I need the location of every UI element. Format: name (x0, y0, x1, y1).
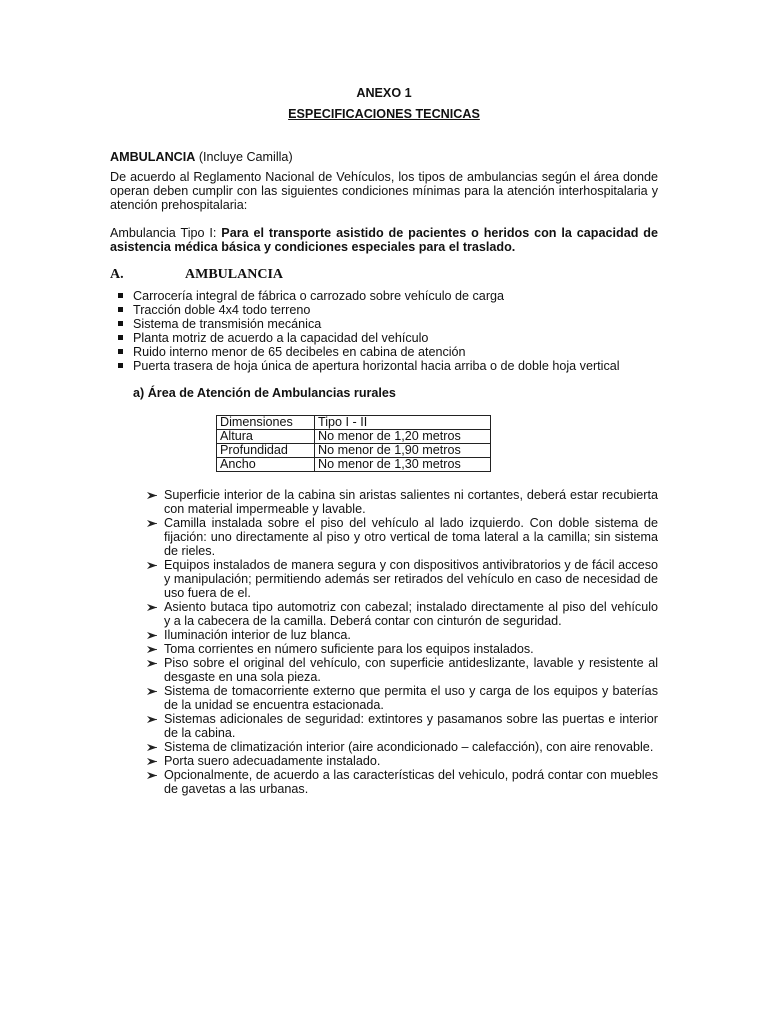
arrow-bullet-icon (146, 490, 158, 501)
square-bullet-icon (118, 321, 123, 326)
list-item (146, 628, 658, 642)
list-item (117, 345, 677, 359)
table-row (217, 458, 491, 472)
list-item (146, 600, 658, 628)
arrow-bullet-icon (146, 686, 158, 697)
arrow-bullet-icon (146, 714, 158, 725)
annex-title: ANEXO 1 (356, 86, 412, 100)
list-item (146, 558, 658, 600)
list-item (117, 303, 677, 317)
list-item-text: Camilla instalada sobre el piso del vehículo al lado izquierdo. Con doble sistema de fijación: uno directamente al piso y otro vertical de toma lateral a la camilla; sin sistema de rieles. (164, 516, 658, 558)
list-item-text: Sistema de climatización interior (aire acondicionado – calefacción), con aire renovable. (164, 740, 654, 754)
list-item-text: Porta suero adecuadamente instalado. (164, 754, 381, 768)
square-bullet-icon (118, 349, 123, 354)
spec-title: ESPECIFICACIONES TECNICAS (288, 107, 480, 121)
arrow-bullet-icon (146, 518, 158, 529)
list-item (146, 516, 658, 558)
arrow-bullet-icon (146, 770, 158, 781)
ambulance-heading (110, 150, 658, 164)
square-bullet-icon (118, 293, 123, 298)
dimensions-table (216, 415, 491, 472)
tipo-description: Para el transporte asistido de pacientes o heridos con la capacidad de asistencia médica básica y condiciones especiales para el traslado. (110, 226, 658, 254)
list-item-text: Ruido interno menor de 65 decibeles en cabina de atención (133, 345, 466, 359)
intro-paragraph: De acuerdo al Reglamento Nacional de Vehículos, los tipos de ambulancias según el área donde operan deben cumplir con las siguientes condiciones mínimas para la atención interhospitalaria y atención prehospitalaria: (110, 170, 658, 212)
list-item (117, 289, 677, 303)
list-item-text: Sistema de tomacorriente externo que permita el uso y carga de los equipos y baterías de la unidad se encuentra estacionada. (164, 684, 658, 712)
list-item-text: Superficie interior de la cabina sin aristas salientes ni cortantes, deberá estar recubierta con material impermeable y lavable. (164, 488, 658, 516)
list-item-text: Asiento butaca tipo automotriz con cabezal; instalado directamente al piso del vehículo y a la cabecera de la camilla. Deberá contar con cinturón de seguridad. (164, 600, 658, 628)
list-item-text: Piso sobre el original del vehículo, con superficie antideslizante, lavable y resistente al desgaste en una sola pieza. (164, 656, 658, 684)
tipo-paragraph (110, 226, 658, 254)
table-cell: Profundidad (217, 444, 315, 458)
list-item (146, 656, 658, 684)
list-item (146, 684, 658, 712)
list-item-text: Puerta trasera de hoja única de apertura horizontal hacia arriba o de doble hoja vertical (133, 359, 620, 373)
feature-list (117, 289, 677, 373)
list-item (146, 740, 658, 754)
arrow-bullet-icon (146, 756, 158, 767)
arrow-bullet-icon (146, 560, 158, 571)
arrow-bullet-icon (146, 644, 158, 655)
requirements-list (146, 488, 658, 796)
arrow-bullet-icon (146, 602, 158, 613)
list-item (146, 768, 658, 796)
section-letter: A. (110, 267, 124, 282)
list-item (117, 331, 677, 345)
table-cell: Dimensiones (217, 416, 315, 430)
square-bullet-icon (118, 363, 123, 368)
table-cell: No menor de 1,90 metros (315, 444, 491, 458)
list-item-text: Sistema de transmisión mecánica (133, 317, 322, 331)
ambulance-heading-bold: AMBULANCIA (110, 150, 196, 164)
list-item-text: Iluminación interior de luz blanca. (164, 628, 351, 642)
list-item (146, 642, 658, 656)
table-cell: No menor de 1,20 metros (315, 430, 491, 444)
table-cell: Altura (217, 430, 315, 444)
list-item (146, 754, 658, 768)
table-cell: Ancho (217, 458, 315, 472)
list-item-text: Opcionalmente, de acuerdo a las características del vehiculo, podrá contar con muebles de gavetas a las urbanas. (164, 768, 658, 796)
arrow-bullet-icon (146, 742, 158, 753)
list-item (146, 488, 658, 516)
subsection-heading: a) Área de Atención de Ambulancias rurales (133, 386, 396, 400)
list-item-text: Equipos instalados de manera segura y con dispositivos antivibratorios y de fácil acceso y manipulación; permitiendo además ser retirados del vehículo en caso de necesidad de uso fuera de el. (164, 558, 658, 600)
section-title: AMBULANCIA (185, 267, 283, 282)
list-item-text: Planta motriz de acuerdo a la capacidad del vehículo (133, 331, 429, 345)
list-item-text: Carrocería integral de fábrica o carrozado sobre vehículo de carga (133, 289, 505, 303)
arrow-bullet-icon (146, 658, 158, 669)
list-item-text: Toma corrientes en número suficiente para los equipos instalados. (164, 642, 534, 656)
ambulance-heading-note: (Incluye Camilla) (195, 150, 293, 164)
arrow-bullet-icon (146, 630, 158, 641)
list-item (146, 712, 658, 740)
table-cell: No menor de 1,30 metros (315, 458, 491, 472)
list-item (117, 317, 677, 331)
list-item (117, 359, 677, 373)
tipo-label: Ambulancia Tipo I: (110, 226, 222, 240)
square-bullet-icon (118, 335, 123, 340)
table-row (217, 430, 491, 444)
table-row (217, 416, 491, 430)
list-item-text: Tracción doble 4x4 todo terreno (133, 303, 311, 317)
list-item-text: Sistemas adicionales de seguridad: extintores y pasamanos sobre las puertas e interior de la cabina. (164, 712, 658, 740)
section-a-heading (110, 268, 658, 282)
square-bullet-icon (118, 307, 123, 312)
table-row (217, 444, 491, 458)
table-cell: Tipo I - II (315, 416, 491, 430)
